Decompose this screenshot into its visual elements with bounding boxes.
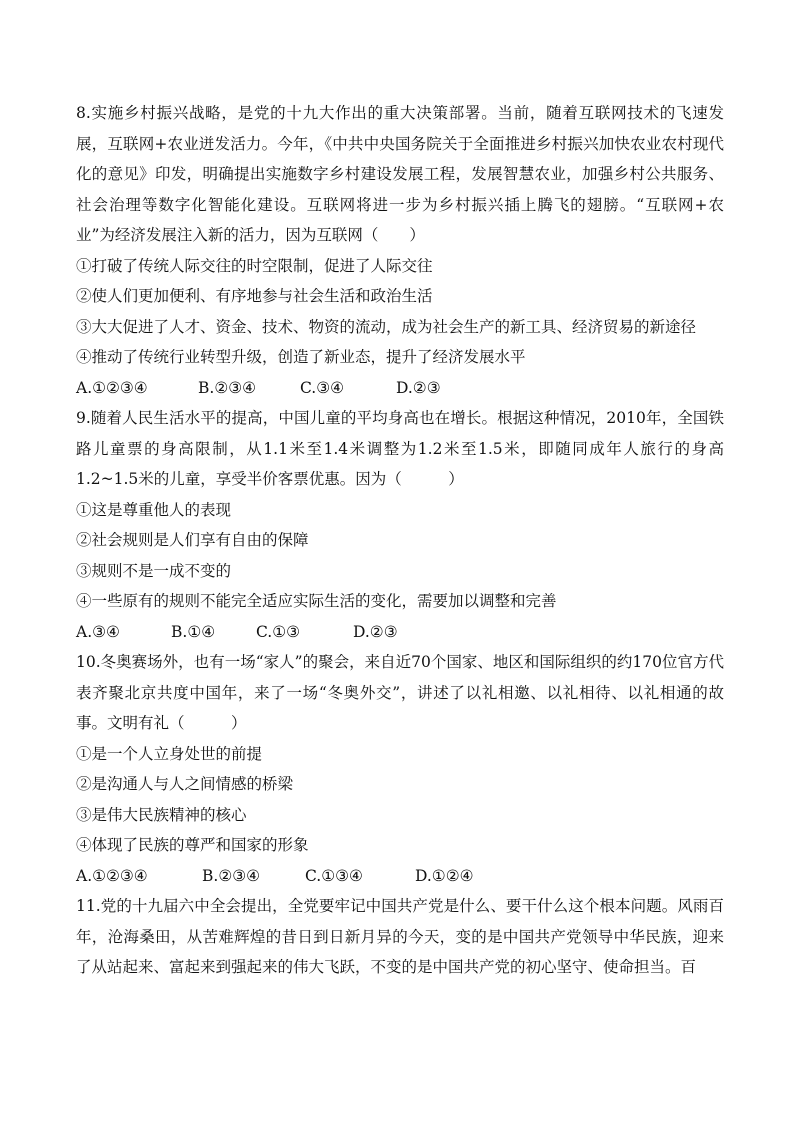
choice-d: D.②③	[396, 378, 441, 397]
question-11	[76, 891, 724, 983]
choice-a: A.③④	[76, 622, 120, 641]
question-8-option-2: ②使人们更加便利、有序地参与社会生活和政治生活	[76, 287, 433, 305]
question-9-option-3: ③规则不是一成不变的	[76, 561, 232, 580]
question-10-choices	[76, 861, 724, 892]
question-9-option-1: ①这是尊重他人的表现	[76, 500, 232, 519]
question-8-option-1: ①打破了传统人际交往的时空限制，促进了人际交往	[76, 256, 433, 275]
question-9-option-4: ④一些原有的规则不能完全适应实际生活的变化，需要加以调整和完善	[76, 592, 557, 610]
question-9-stem: 9.随着人民生活水平的提高，中国儿童的平均身高也在增长。根据这种情况，2010年，全国铁路儿童票的身高限制，从1.1米至1.4米调整为1.2米至1.5米，即随同成年人旅行的身高1.2~1.5米的儿童，享受半价客票优惠。因为（ ）	[76, 409, 724, 488]
question-10-option-2: ②是沟通人与人之间情感的桥梁	[76, 775, 294, 793]
choice-d: D.②③	[353, 622, 398, 641]
question-8	[76, 98, 724, 403]
choice-d: D.①②④	[415, 866, 474, 885]
question-9	[76, 403, 724, 647]
question-11-stem: 11.党的十九届六中全会提出，全党要牢记中国共产党是什么、要干什么这个根本问题。风雨百年，沧海桑田，从苦难辉煌的昔日到日新月异的今天，变的是中国共产党领导中华民族，迎来了从站起来、富起来到强起来的伟大飞跃，不变的是中国共产党的初心坚守、使命担当。百	[76, 897, 724, 976]
question-10	[76, 647, 724, 891]
question-10-option-1: ①是一个人立身处世的前提	[76, 744, 263, 763]
choice-b: B.②③④	[202, 866, 261, 885]
question-content	[76, 98, 724, 983]
choice-c: C.①③④	[305, 866, 363, 885]
question-10-stem: 10.冬奥赛场外，也有一场“家人”的聚会，来自近70个国家、地区和国际组织的约170位官方代表齐聚北京共度中国年，来了一场“冬奥外交”，讲述了以礼相邀、以礼相待、以礼相通的故事。文明有礼（ ）	[76, 653, 724, 732]
choice-a: A.①②③④	[76, 378, 148, 397]
choice-c: C.①③	[256, 622, 301, 641]
choice-c: C.③④	[300, 378, 345, 397]
question-8-stem: 8.实施乡村振兴战略，是党的十九大作出的重大决策部署。当前，随着互联网技术的飞速发展，互联网+农业迸发活力。今年，《中共中央国务院关于全面推进乡村振兴加快农业农村现代化的意见》印发，明确提出实施数字乡村建设发展工程，发展智慧农业，加强乡村公共服务、社会治理等数字化智能化建设。互联网将进一步为乡村振兴插上腾飞的翅膀。“互联网+农业”为经济发展注入新的活力，因为互联网（ ）	[76, 104, 724, 244]
choice-b: B.①④	[171, 622, 216, 641]
question-8-option-3: ③大大促进了人才、资金、技术、物资的流动，成为社会生产的新工具、经济贸易的新途径	[76, 317, 697, 336]
question-10-option-4: ④体现了民族的尊严和国家的形象	[76, 836, 309, 854]
question-9-choices	[76, 617, 724, 648]
choice-a: A.①②③④	[76, 866, 148, 885]
question-10-option-3: ③是伟大民族精神的核心	[76, 805, 247, 824]
choice-b: B.②③④	[198, 378, 257, 397]
question-8-option-4: ④推动了传统行业转型升级，创造了新业态，提升了经济发展水平	[76, 348, 526, 366]
question-9-option-2: ②社会规则是人们享有自由的保障	[76, 531, 309, 549]
question-8-choices	[76, 373, 724, 404]
